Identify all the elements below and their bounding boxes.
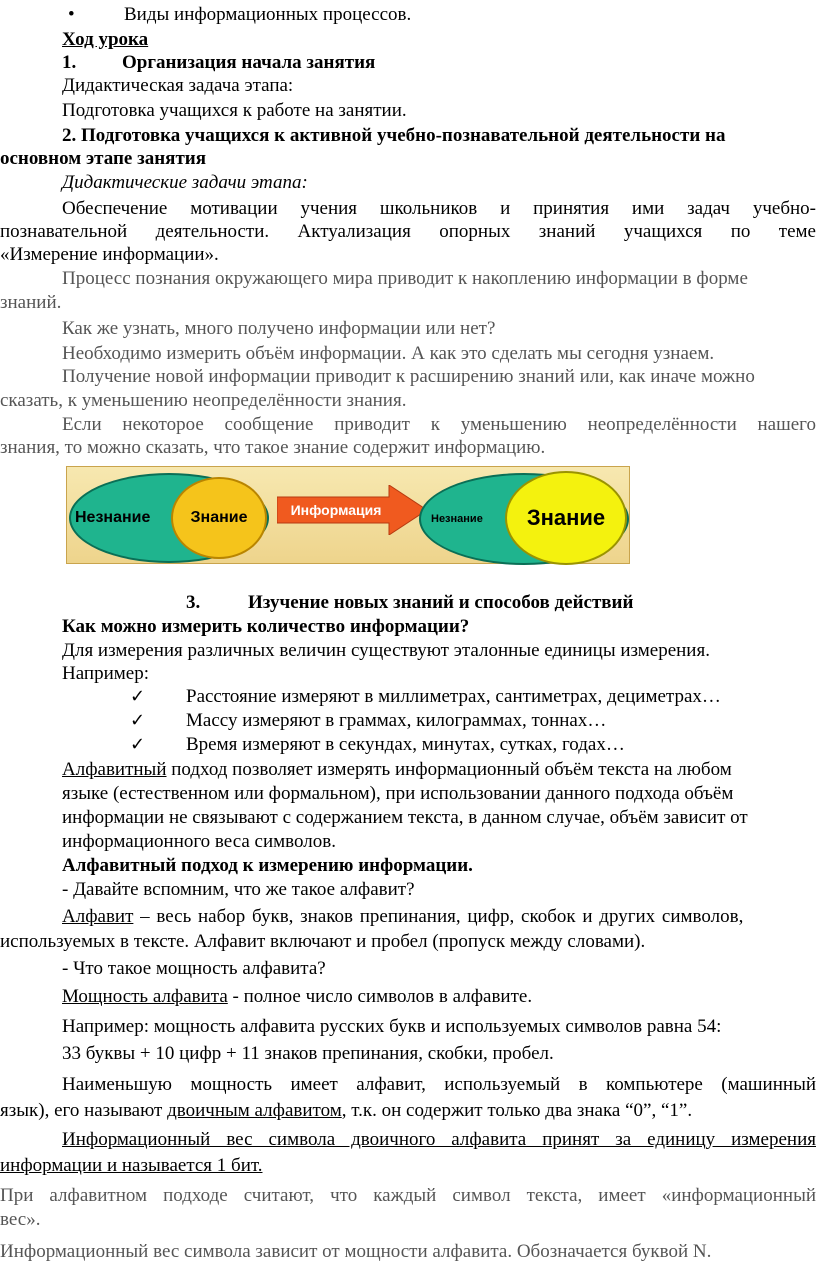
info-weight-line-3: Информационный вес символа зависит от мощности алфавита. Обозначается буквой N. [0,1241,712,1262]
check-icon: ✓ [130,686,146,707]
didactic-task-label: Дидактическая задача этапа: [62,75,294,96]
power-definition [62,986,532,1008]
info-weight-line-2: вес». [0,1209,41,1230]
bit-definition-line-1 [62,1129,816,1151]
power-question: - Что такое мощность алфавита? [62,958,326,979]
alphabet-approach-line-1 [62,759,732,781]
example-label: Например: [62,663,149,684]
question-line: Как же узнать, много получено информации или нет? [62,318,496,339]
info-weight-text-1: При алфавитном подходе считают, что каждый символ текста, имеет «информационный [0,1185,816,1206]
alphabet-definition-line-2: используемых в тексте. Алфавит включают и пробел (пропуск между словами). [0,931,646,952]
motivation-text-2: познавательной деятельности. Актуализация опорных знаний учащихся по теме [0,221,816,242]
alphabet-term: Алфавит [62,906,134,927]
check-item-time: Время измеряют в секундах, минутах, сутках, годах… [186,734,625,755]
binary-text-2a: язык), его называют [0,1100,168,1121]
alphabet-approach-line-4: информационного веса символов. [62,831,336,852]
binary-line-1 [62,1074,816,1096]
section-2-title: 2. Подготовка учащихся к активной учебно-познавательной деятельности на [62,125,726,146]
message-line-1 [62,414,816,436]
bit-definition-line-2: информации и называется 1 бит. [0,1155,263,1176]
power-definition-text: - полное число символов в алфавите. [227,986,533,1007]
didactic-task-text: Подготовка учащихся к работе на занятии. [62,100,407,121]
alphabet-approach-line-2: языке (естественном или формальном), при использовании данного подхода объём [62,783,734,804]
bit-definition-text-1: Информационный вес символа двоичного алфавита принят за единицу измерения [62,1129,816,1150]
power-example-line-1: Например: мощность алфавита русских букв и используемых символов равна 54: [62,1016,722,1037]
binary-line-2 [0,1100,692,1122]
binary-text-2b: , т.к. он содержит только два знака “0”, “1”. [341,1100,693,1121]
knowledge-oval-small [171,477,267,559]
power-term: Мощность алфавита [62,986,228,1007]
knowledge-oval-large [505,471,627,565]
new-info-line-2: сказать, к уменьшению неопределённости знания. [0,390,407,411]
section-1-number: 1. [62,52,77,73]
ignorance-label-small: Незнание [431,513,483,525]
power-example-line-2: 33 буквы + 10 цифр + 11 знаков препинания, скобки, пробел. [62,1043,554,1064]
knowledge-diagram [66,466,630,564]
lesson-heading: Ход урока [62,29,149,50]
section-3-title: Изучение новых знаний и способов действий [248,592,634,613]
bullet-dot: • [68,4,75,25]
alphabet-approach-text-1: подход позволяет измерять информационный объём текста на любом [166,759,732,780]
motivation-line-3: «Измерение информации». [0,244,219,265]
measure-line: Необходимо измерить объём информации. А как это сделать мы сегодня узнаем. [62,343,715,364]
info-weight-line-1 [0,1185,816,1207]
section-3-number: 3. [186,592,201,613]
check-icon: ✓ [130,734,146,755]
process-line-2: знаний. [0,292,62,313]
units-line: Для измерения различных величин существуют эталонные единицы измерения. [62,640,710,661]
binary-alphabet-term: двоичным алфавитом [167,1100,342,1121]
check-item-distance: Расстояние измеряют в миллиметрах, сантиметрах, дециметрах… [186,686,721,707]
information-arrow-label: Информация [290,502,382,518]
didactic-tasks-label: Дидактические задачи этапа: [62,172,308,193]
check-item-mass: Массу измеряют в граммах, килограммах, тоннах… [186,710,607,731]
message-line-2: знания, то можно сказать, что такое знание содержит информацию. [0,437,546,458]
motivation-line-2 [0,221,816,243]
alphabet-approach-heading: Алфавитный подход к измерению информации. [62,855,473,876]
alphabet-approach-line-3: информации не связывают с содержанием текста, в данном случае, объём зависит от [62,807,748,828]
motivation-line-1 [62,198,816,220]
ignorance-label-large: Незнание [75,509,151,526]
alphabetical-term: Алфавитный [62,759,167,780]
knowledge-label-small: Знание [190,509,248,526]
section-2-title-cont: основном этапе занятия [0,148,207,169]
section-1-title: Организация начала занятия [122,52,376,73]
alphabet-definition-text: – весь набор букв, знаков препинания, цифр, скобок и других символов, [133,906,744,927]
knowledge-label-large: Знание [526,505,606,530]
recall-question: - Давайте вспомним, что же такое алфавит? [62,879,415,900]
binary-text-1: Наименьшую мощность имеет алфавит, используемый в компьютере (машинный [62,1074,816,1095]
alphabet-definition-line-1 [62,906,816,928]
topic-line: Виды информационных процессов. [124,4,412,25]
motivation-text-1: Обеспечение мотивации учения школьников и принятия ими задач учебно- [62,198,816,219]
message-text-1: Если некоторое сообщение приводит к уменьшению неопределённости нашего [62,414,816,435]
measure-question: Как можно измерить количество информации? [62,616,470,637]
new-info-line-1: Получение новой информации приводит к расширению знаний или, как иначе можно [62,366,755,387]
process-line-1: Процесс познания окружающего мира приводит к накоплению информации в форме [62,268,748,289]
check-icon: ✓ [130,710,146,731]
